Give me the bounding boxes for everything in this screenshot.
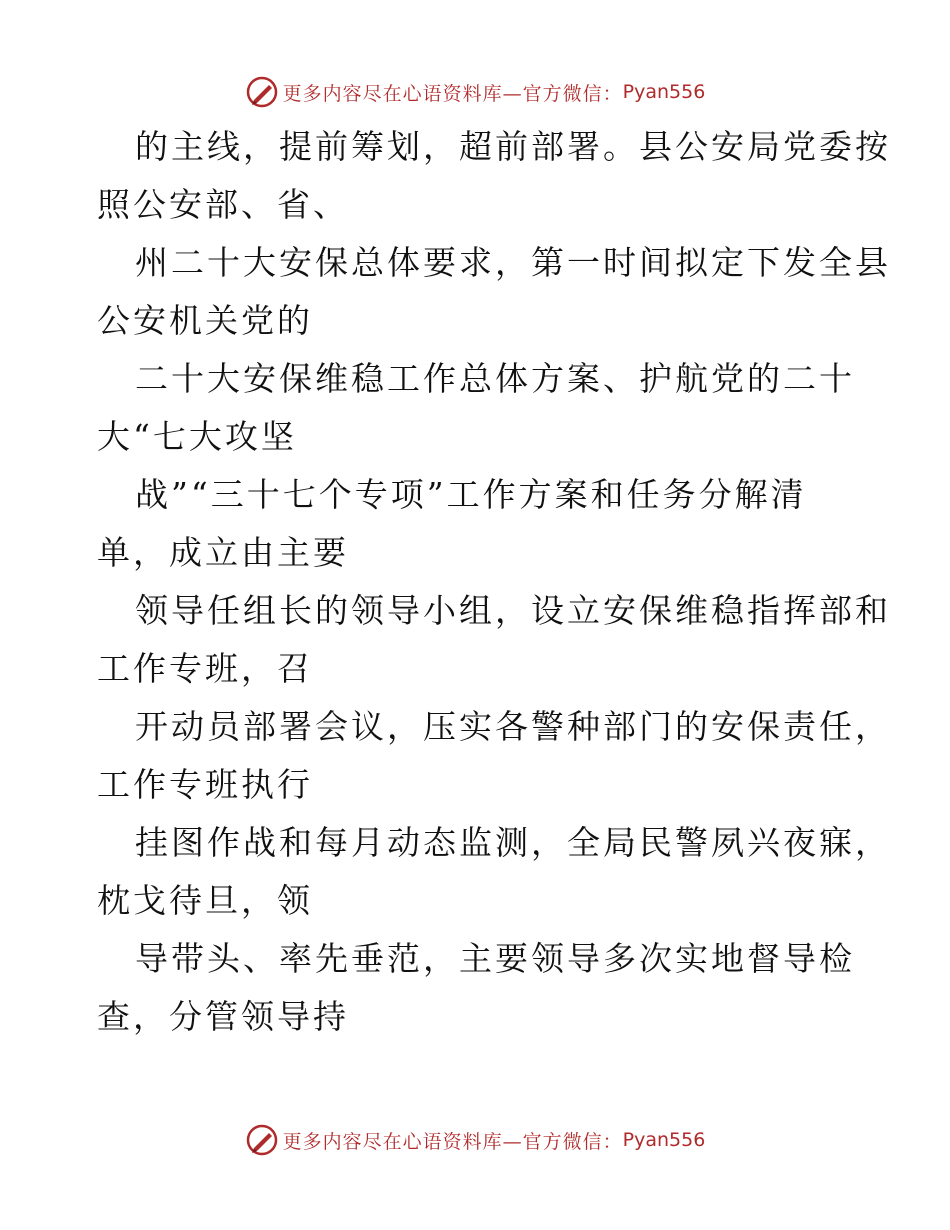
text-line: 州二十大安保总体要求，第一时间拟定下发全县 xyxy=(135,243,891,282)
text-line: 的主线，提前筹划，超前部署。县公安局党委按 xyxy=(135,127,891,166)
text-line: 工作专班执行 xyxy=(97,765,313,804)
text-line: 战”“三十七个专项”工作方案和任务分解清 xyxy=(135,475,807,514)
header-wechat-id: Pyan556 xyxy=(622,81,706,103)
text-line: 挂图作战和每月动态监测，全局民警夙兴夜寐， xyxy=(135,823,891,862)
header-text: 更多内容尽在心语资料库—官方微信： xyxy=(282,82,623,105)
footer-text: 更多内容尽在心语资料库—官方微信： xyxy=(282,1130,623,1153)
pen-logo-icon xyxy=(245,75,279,109)
text-line: 照公安部、省、 xyxy=(97,185,349,224)
text-line: 大“七大攻坚 xyxy=(97,417,297,456)
footer-wechat-id: Pyan556 xyxy=(622,1129,706,1151)
text-line: 二十大安保维稳工作总体方案、护航党的二十 xyxy=(135,359,855,398)
text-line: 查，分管领导持 xyxy=(97,997,349,1036)
text-line: 领导任组长的领导小组，设立安保维稳指挥部和 xyxy=(135,591,891,630)
text-line: 导带头、率先垂范，主要领导多次实地督导检 xyxy=(135,939,855,978)
text-line: 开动员部署会议，压实各警种部门的安保责任， xyxy=(135,707,891,746)
text-line: 单，成立由主要 xyxy=(97,533,349,572)
page-footer xyxy=(0,1120,950,1160)
text-line: 枕戈待旦，领 xyxy=(97,881,313,920)
document-body xyxy=(97,118,891,1046)
pen-logo-icon xyxy=(245,1123,279,1157)
text-line: 公安机关党的 xyxy=(97,301,313,340)
text-line: 工作专班，召 xyxy=(97,649,313,688)
page-header xyxy=(0,72,950,112)
